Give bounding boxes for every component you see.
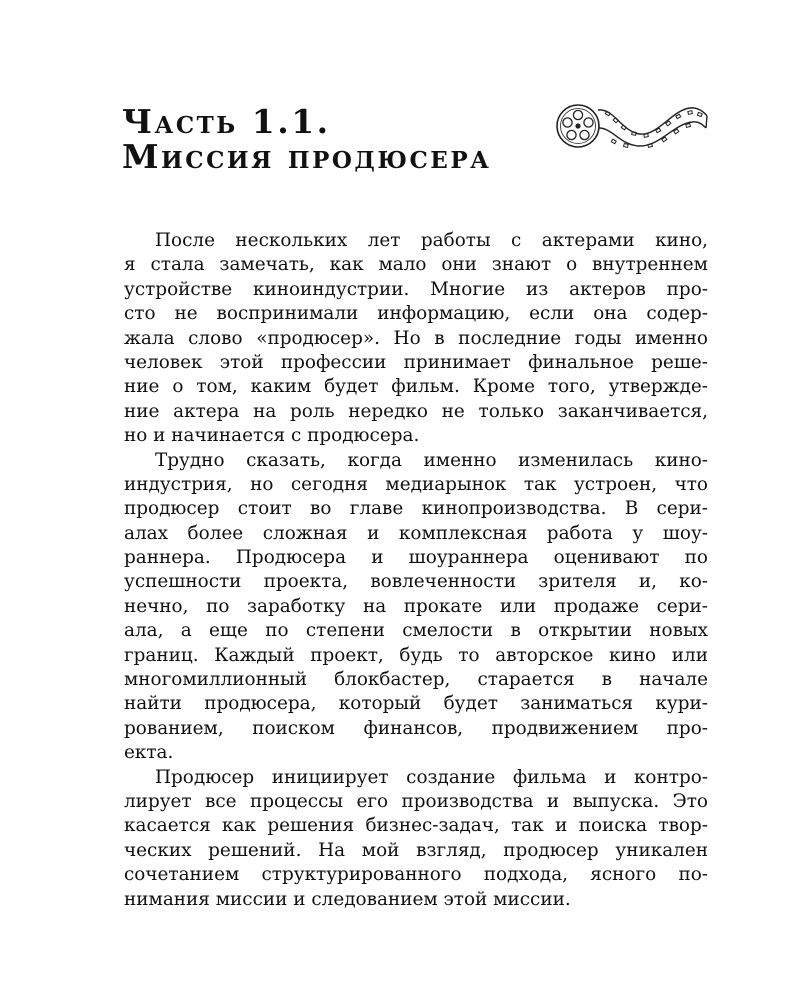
paragraph-line: После нескольких лет работы с актерами кино, (155, 230, 708, 251)
paragraph-line: Продюсер инициирует создание фильма и контро- (155, 766, 708, 788)
paragraph-line: нечно, по заработку на прокате или продаже сери- (124, 595, 708, 617)
paragraph-line: устройстве киноиндустрии. Многие из актеров про- (124, 278, 708, 300)
paragraph-line: лирует все процессы его производства и выпуска. Это (124, 790, 708, 812)
paragraph-line: алах более сложная и комплексная работа у шоу- (124, 522, 708, 544)
paragraph-line: но и начинается с продюсера. (124, 425, 420, 447)
paragraph-line: ние о том, каким будет фильм. Кроме того, утвержде- (124, 376, 708, 398)
paragraph-line: Трудно сказать, когда именно изменилась кино- (155, 449, 708, 471)
chapter-title: Миссия продюсера (122, 137, 492, 176)
chapter-number: Часть 1.1. (122, 102, 331, 141)
chapter-heading (122, 104, 491, 174)
paragraph-line: касается как решения бизнес-задач, так и поиска твор- (124, 815, 708, 837)
paragraph-line: ческих решений. На мой взгляд, продюсер уникален (124, 839, 708, 861)
paragraph-line: ала, а еще по степени смелости в открытии новых (124, 620, 708, 642)
paragraph-line: успешности проекта, вовлеченности зрителя и, ко- (124, 571, 708, 593)
paragraph-line: найти продюсера, который будет заниматься кури- (124, 693, 708, 715)
paragraph-line: многомиллионный блокбастер, старается в начале (124, 669, 708, 691)
paragraph-line: сочетанием структурированного подхода, ясного по- (124, 864, 708, 886)
paragraph-line: ние актера на роль нередко не только заканчивается, (124, 400, 708, 422)
paragraph-line: екта. (124, 742, 174, 764)
paragraph-line: жала слово «продюсер». Но в последние годы именно (124, 327, 708, 349)
paragraph-line: границ. Каждый проект, будь то авторское кино или (124, 644, 708, 666)
paragraph-line: нимания миссии и следованием этой миссии. (124, 888, 571, 910)
paragraph-line: продюсер стоит во главе кинопроизводства. В сери- (124, 498, 708, 520)
body-text (124, 229, 708, 912)
film-reel-icon (552, 102, 710, 150)
paragraph-line: индустрия, но сегодня медиарынок так устроен, что (124, 473, 708, 495)
paragraph-line: раннера. Продюсера и шоураннера оценивают по (124, 547, 708, 569)
paragraph-line: рованием, поиском финансов, продвижением про- (124, 717, 708, 739)
paragraph-line: человек этой профессии принимает финальное реше- (124, 351, 708, 373)
paragraph-line: я стала замечать, как мало они знают о внутреннем (124, 254, 708, 276)
paragraph-line: сто не воспринимали информацию, если она содер- (124, 303, 708, 325)
